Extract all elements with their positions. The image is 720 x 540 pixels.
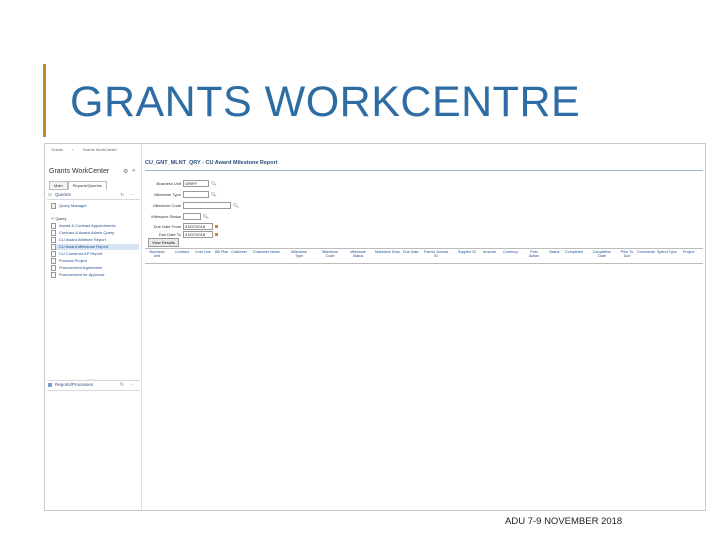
query-item[interactable]	[51, 265, 139, 271]
prompt-label: Due Date To	[158, 232, 181, 237]
column-header[interactable]: Completion Date	[592, 250, 612, 258]
tab-main[interactable]: Main	[49, 181, 68, 190]
query-item[interactable]	[51, 223, 139, 229]
milestone-status-input[interactable]	[183, 213, 201, 220]
breadcrumb	[51, 147, 125, 152]
column-header[interactable]: Business Unit	[149, 250, 165, 258]
collapse-icon[interactable]: ⊟	[48, 192, 52, 197]
panel-divider[interactable]	[141, 144, 142, 510]
query-manager-label: Query Manager	[59, 203, 87, 209]
reports-processes-section-header[interactable]	[47, 380, 140, 391]
page-icon	[51, 230, 56, 236]
column-header[interactable]: Customer	[231, 250, 247, 254]
title-divider	[145, 170, 703, 171]
column-header[interactable]: Project	[683, 250, 695, 254]
queries-section-header[interactable]	[47, 191, 140, 200]
app-screenshot	[44, 143, 706, 511]
page-icon	[51, 237, 56, 243]
column-header[interactable]: Completed	[565, 250, 583, 254]
business-unit-input[interactable]: GRIFF	[183, 180, 209, 187]
calendar-icon[interactable]	[215, 233, 218, 236]
query-item[interactable]	[51, 258, 139, 264]
column-header[interactable]: Customer Name	[253, 250, 280, 254]
column-header[interactable]: Milestone Code	[322, 250, 338, 258]
prompt-due-date-from	[149, 223, 218, 230]
slide-title: GRANTS WORKCENTRE	[70, 78, 581, 126]
query-group-label: Query	[55, 216, 67, 221]
title-accent-bar	[43, 64, 46, 137]
search-icon[interactable]: 🔍︎	[203, 213, 209, 219]
query-item-label: Procurement for Approval	[59, 272, 105, 278]
due-date-to-input[interactable]: 01/07/2018	[183, 231, 213, 238]
column-header[interactable]: Bill Plan	[215, 250, 229, 254]
page-icon	[51, 251, 56, 257]
column-header[interactable]: Milestone Desc	[375, 250, 401, 254]
prompt-milestone-type	[149, 191, 217, 198]
query-item-label: CU Award Milestone Report	[59, 244, 109, 250]
queries-section-label: Queries	[55, 192, 71, 197]
column-header[interactable]: Cntrl Line	[195, 250, 211, 254]
query-item-label: Contract & Award Admin Query	[59, 230, 115, 236]
due-date-from-input[interactable]: 01/07/2018	[183, 223, 213, 230]
prompt-business-unit	[149, 180, 217, 187]
search-icon[interactable]: 🔍︎	[211, 180, 217, 186]
query-item-label: CU Construct AP Report	[59, 251, 103, 257]
column-header[interactable]: Comments	[637, 250, 655, 254]
page-icon	[51, 272, 56, 278]
collapse-panel-icon[interactable]: «	[132, 168, 136, 174]
query-item-label: Process Project	[59, 258, 88, 264]
prompt-label: Due Date From	[153, 224, 181, 229]
reports-processes-label: Reports/Processes	[55, 382, 94, 387]
column-header[interactable]: Post Action	[528, 250, 540, 258]
tab-reports-queries[interactable]: Reports/Queries	[68, 181, 107, 190]
query-item-selected[interactable]	[51, 244, 139, 250]
view-results-button[interactable]: View Results	[148, 238, 179, 247]
column-header[interactable]: Parent Journal ID	[424, 250, 448, 258]
search-icon[interactable]: 🔍︎	[233, 202, 239, 208]
query-item-label: Procurement Agreement	[59, 265, 103, 271]
prompt-milestone-code	[149, 202, 239, 209]
milestone-type-input[interactable]	[183, 191, 209, 198]
column-header[interactable]: Status	[549, 250, 560, 254]
query-item-label: CU Award Attribute Report	[59, 237, 106, 243]
column-header[interactable]: Supplier ID	[457, 250, 477, 254]
results-grid-header	[145, 248, 703, 264]
refresh-icon[interactable]: ↻	[120, 192, 124, 197]
column-header[interactable]: Currency	[503, 250, 518, 254]
refresh-icon[interactable]: ↻	[119, 382, 124, 388]
report-panel	[145, 160, 703, 505]
prompt-due-date-to	[149, 231, 218, 238]
resize-handle[interactable]: ••••••	[87, 377, 96, 382]
prompt-label: Milestone Status	[151, 214, 181, 219]
query-item[interactable]	[51, 272, 139, 278]
breadcrumb-item[interactable]: Grants	[51, 147, 64, 152]
column-header[interactable]: Milestone Type	[291, 250, 307, 258]
prompt-label: Milestone Type	[154, 192, 181, 197]
column-header[interactable]: Prior To Due	[620, 250, 634, 258]
query-item-label: Award & Contract Appointments	[59, 223, 116, 229]
column-header[interactable]: Amount	[483, 250, 496, 254]
search-icon[interactable]: 🔍︎	[211, 191, 217, 197]
column-header[interactable]: Contract	[175, 250, 189, 254]
query-item[interactable]	[51, 251, 139, 257]
page-icon	[51, 265, 56, 271]
more-options-icon[interactable]: ⋯	[129, 192, 134, 197]
breadcrumb-item[interactable]: Grants WorkCenter	[82, 147, 117, 152]
query-item[interactable]	[51, 230, 139, 236]
column-header[interactable]: Milestone Status	[350, 250, 366, 258]
reports-icon	[48, 383, 52, 387]
prompt-label: Business Unit	[156, 181, 181, 186]
page-icon	[51, 203, 56, 209]
calendar-icon[interactable]	[215, 225, 218, 228]
query-item[interactable]	[51, 237, 139, 243]
prompt-milestone-status	[149, 213, 209, 220]
gear-icon[interactable]: ⚙	[123, 169, 129, 175]
collapse-icon[interactable]: ⊟	[51, 216, 56, 221]
milestone-code-input[interactable]	[183, 202, 231, 209]
prompt-label: Milestone Code	[153, 203, 181, 208]
page-icon	[51, 258, 56, 264]
panel-tabs	[49, 181, 107, 189]
more-options-icon[interactable]: ⋯	[129, 382, 134, 388]
report-title: CU_GNT_MLNT_QRY - CU Award Milestone Report	[145, 160, 278, 166]
workcenter-left-panel	[45, 158, 141, 510]
column-header[interactable]: Due Date	[403, 250, 419, 254]
query-manager-link[interactable]	[51, 203, 87, 209]
query-group-header[interactable]	[51, 216, 66, 221]
slide-footer: ADU 7-9 NOVEMBER 2018	[505, 516, 623, 527]
page-icon	[51, 223, 56, 229]
workcenter-title: Grants WorkCenter	[49, 168, 110, 175]
page-icon	[51, 244, 56, 250]
column-header[interactable]: Spend Type	[657, 250, 677, 254]
breadcrumb-separator: ›	[72, 147, 74, 152]
